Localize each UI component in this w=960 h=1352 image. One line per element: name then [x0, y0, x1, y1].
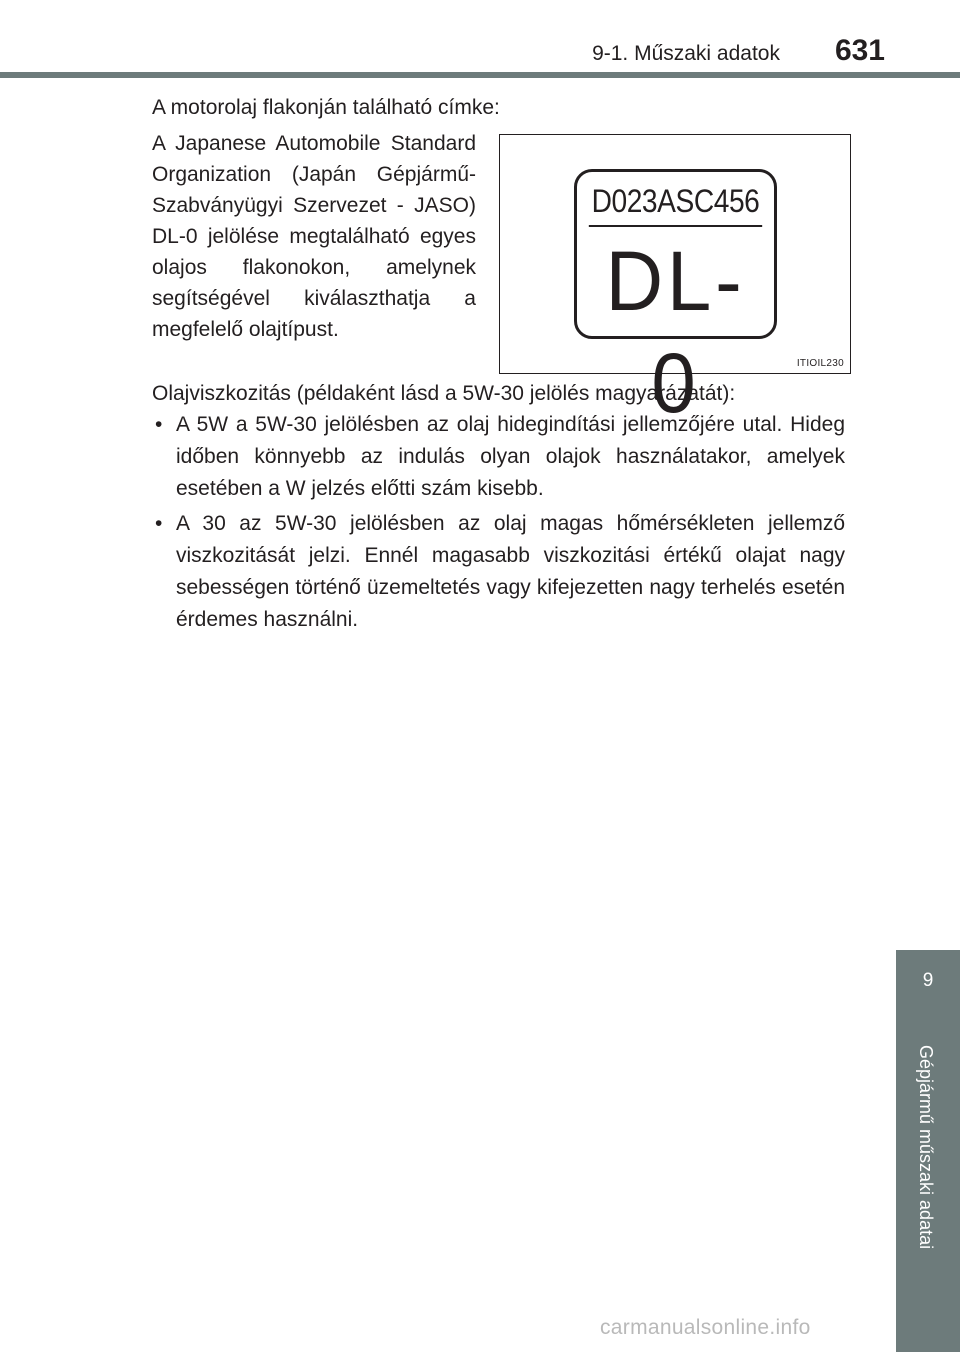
jaso-oil-label — [574, 169, 777, 430]
header-rule — [0, 72, 960, 78]
oil-label-code: D023ASC456 — [589, 172, 762, 227]
bullet-text: A 30 az 5W-30 jelölésben az olaj magas hőmérsékleten jellemző viszkozitását jelzi. Ennél magasabb viszkozitási értékű olajat nagy sebességen történő üzemeltetés vagy kifejezetten nagy terhelés esetén érdemes használni. — [176, 512, 845, 631]
viscosity-bullet-list — [152, 409, 845, 639]
bullet-dot: • — [155, 413, 163, 436]
oil-label-figure — [499, 134, 851, 430]
list-item — [152, 508, 845, 636]
chapter-title: Gépjármű műszaki adatai — [916, 1045, 936, 1250]
figure-id: ITIOIL230 — [796, 358, 844, 369]
bullet-text: A 5W a 5W-30 jelölésben az olaj hidegindítási jellemzőjére utal. Hideg időben könnyebb az indulás olyan olajok használatakor, amelyek esetében a W jelzés előtti szám kisebb. — [176, 413, 845, 500]
viscosity-heading: Olajviszkozitás (példaként lásd a 5W-30 jelölés magyarázatát): — [152, 382, 736, 405]
jaso-paragraph: A Japanese Automobile Standard Organization (Japán Gépjármű-Szabványügyi Szervezet - JASO) DL-0 jelölése megtalálható egyes olajos flakonokon, amelynek segítségével kiválaszthatja a megfelelő olajtípust. — [152, 132, 476, 341]
oil-label-grade: DL-0 — [605, 234, 746, 430]
watermark: carmanualsonline.info — [600, 1316, 811, 1339]
bullet-dot: • — [155, 512, 163, 535]
chapter-number: 9 — [922, 970, 934, 991]
section-title: 9-1. Műszaki adatok — [592, 42, 780, 65]
chapter-side-tab — [896, 950, 960, 1352]
list-item — [152, 409, 845, 505]
page-number: 631 — [834, 34, 885, 67]
intro-label: A motorolaj flakonján található címke: — [152, 96, 500, 119]
